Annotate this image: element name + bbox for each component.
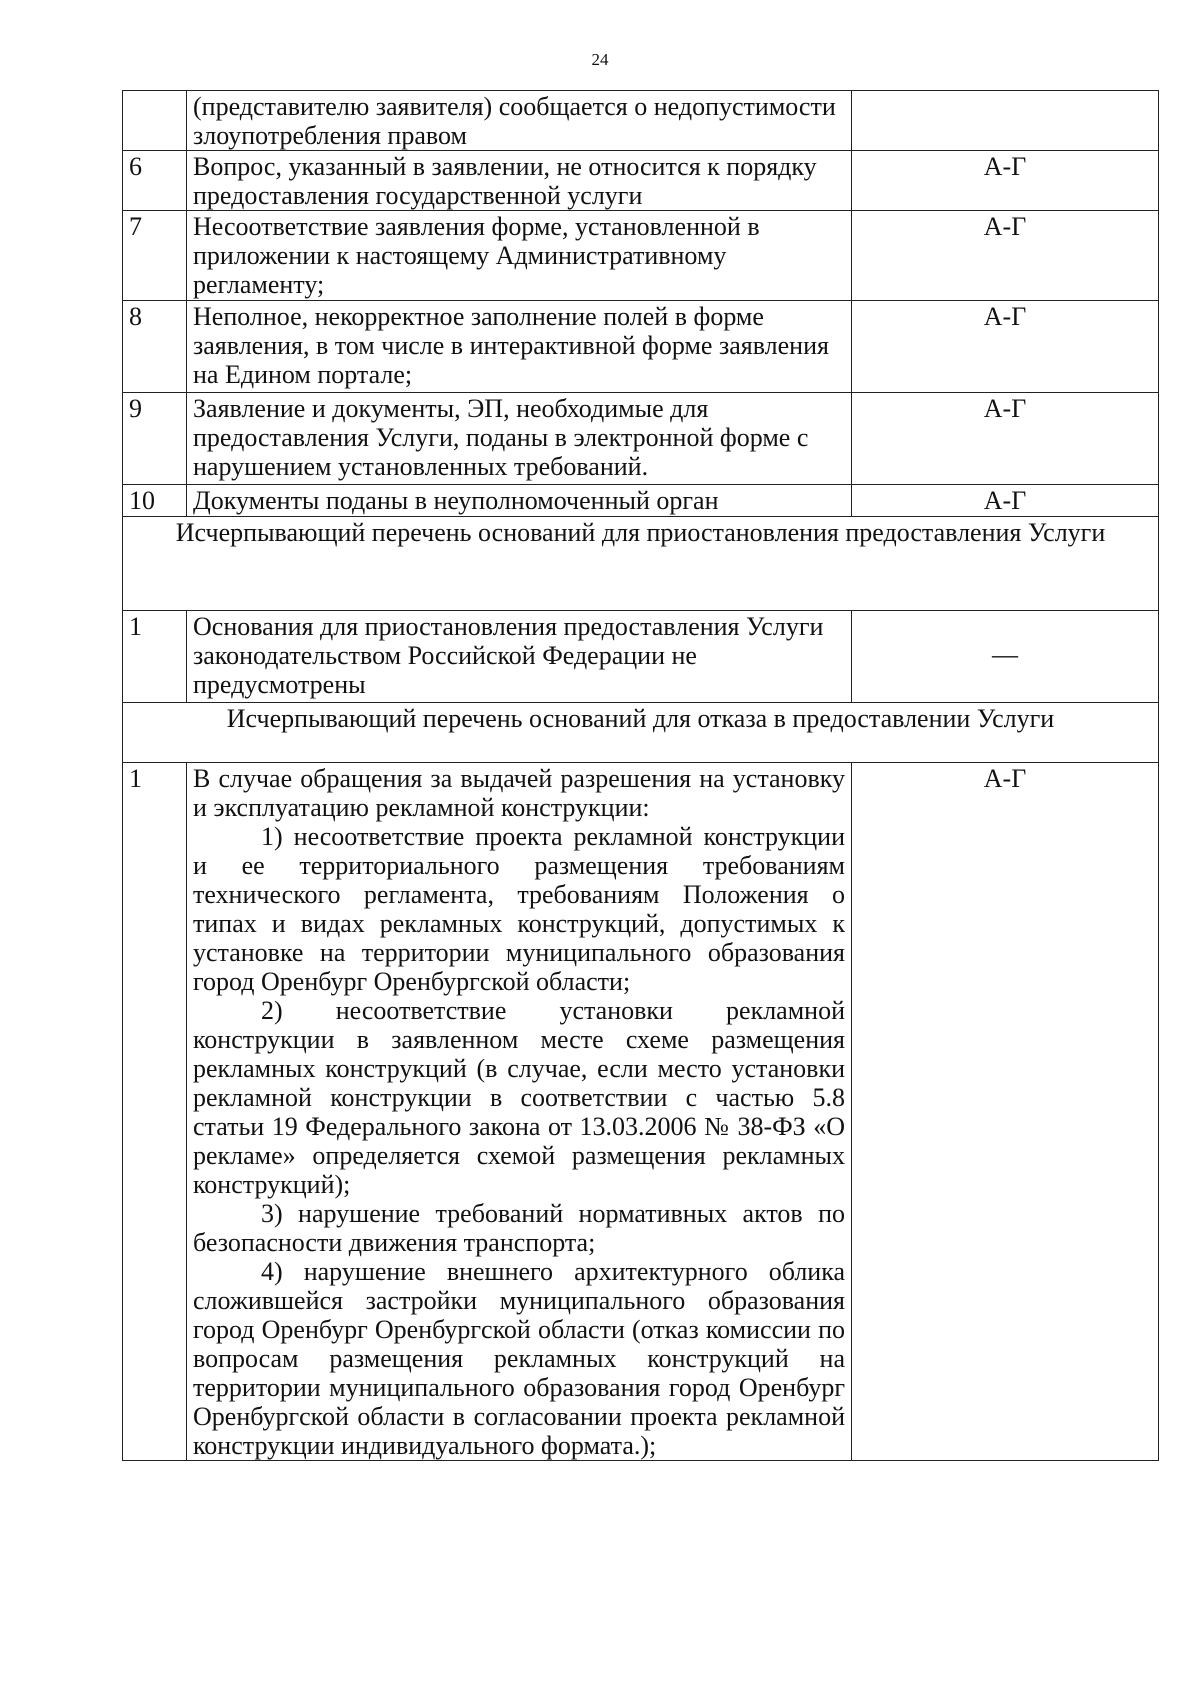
row-text: Неполное, некорректное заполнение полей в форме заявления, в том числе в интерактивной форме заявления на Едином портале; (187, 301, 852, 393)
row-code (852, 611, 1159, 703)
row-code: А-Г (852, 393, 1159, 485)
page-number: 24 (591, 50, 609, 69)
grounds-table (122, 90, 1159, 1461)
row-number: 6 (123, 151, 187, 211)
refusal-intro: В случае обращения за выдачей разрешения на установку и эксплуатацию рекламной конструкции: (193, 764, 845, 822)
row-code: А-Г (852, 763, 1159, 1461)
row-number: 1 (123, 763, 187, 1461)
row-code: А-Г (852, 211, 1159, 301)
table-row (123, 301, 1159, 393)
row-code: А-Г (852, 485, 1159, 517)
row-number: 1 (123, 611, 187, 703)
row-text: Вопрос, указанный в заявлении, не относится к порядку предоставления государственной услуги (187, 151, 852, 211)
dash-mark: — (992, 640, 1018, 669)
row-text: (представителю заявителя) сообщается о недопустимости злоупотребления правом (187, 91, 852, 151)
table-row (123, 485, 1159, 517)
table-row (123, 91, 1159, 151)
row-text: Основания для приостановления предоставления Услуги законодательством Российской Федерации не предусмотрены (187, 611, 852, 703)
refusal-item: 1) несоответствие проекта рекламной конструкции и ее территориального размещения требованиям технического регламента, требованиям Положения о типах и видах рекламных конструкций, допустимых к установке на территории муниципального образования город Оренбург Оренбургской области; (193, 822, 845, 996)
section-heading-refusal: Исчерпывающий перечень оснований для отказа в предоставлении Услуги (123, 703, 1159, 763)
table-row (123, 763, 1159, 1461)
row-number: 9 (123, 393, 187, 485)
row-number: 8 (123, 301, 187, 393)
row-text: Несоответствие заявления форме, установленной в приложении к настоящему Административному регламенту; (187, 211, 852, 301)
row-code: А-Г (852, 151, 1159, 211)
section-heading-row (123, 703, 1159, 763)
refusal-item: 2) несоответствие установки рекламной конструкции в заявленном месте схеме размещения рекламных конструкций (в случае, если место установки рекламной конструкции в соответствии с частью 5.8 статьи 19 Федерального закона от 13.03.2006 № 38-ФЗ «О рекламе» определяется схемой размещения рекламных конструкций); (193, 996, 845, 1199)
row-code (852, 91, 1159, 151)
section-heading-suspension: Исчерпывающий перечень оснований для приостановления предоставления Услуги (123, 517, 1159, 611)
row-code: А-Г (852, 301, 1159, 393)
row-text: Документы поданы в неуполномоченный орган (187, 485, 852, 517)
section-heading-row (123, 517, 1159, 611)
row-number: 10 (123, 485, 187, 517)
refusal-item: 4) нарушение внешнего архитектурного облика сложившейся застройки муниципального образования город Оренбург Оренбургской области (отказ комиссии по вопросам размещения рекламных конструкций на территории муниципального образования город Оренбург Оренбургской области в согласовании проекта рекламной конструкции индивидуального формата.); (193, 1257, 845, 1460)
row-text: Заявление и документы, ЭП, необходимые для предоставления Услуги, поданы в электронной форме с нарушением установленных требований. (187, 393, 852, 485)
row-number: 7 (123, 211, 187, 301)
table-row (123, 151, 1159, 211)
row-text-block (187, 763, 852, 1461)
table-row (123, 393, 1159, 485)
row-number (123, 91, 187, 151)
table-row (123, 611, 1159, 703)
refusal-item: 3) нарушение требований нормативных актов по безопасности движения транспорта; (193, 1199, 845, 1257)
table-row (123, 211, 1159, 301)
